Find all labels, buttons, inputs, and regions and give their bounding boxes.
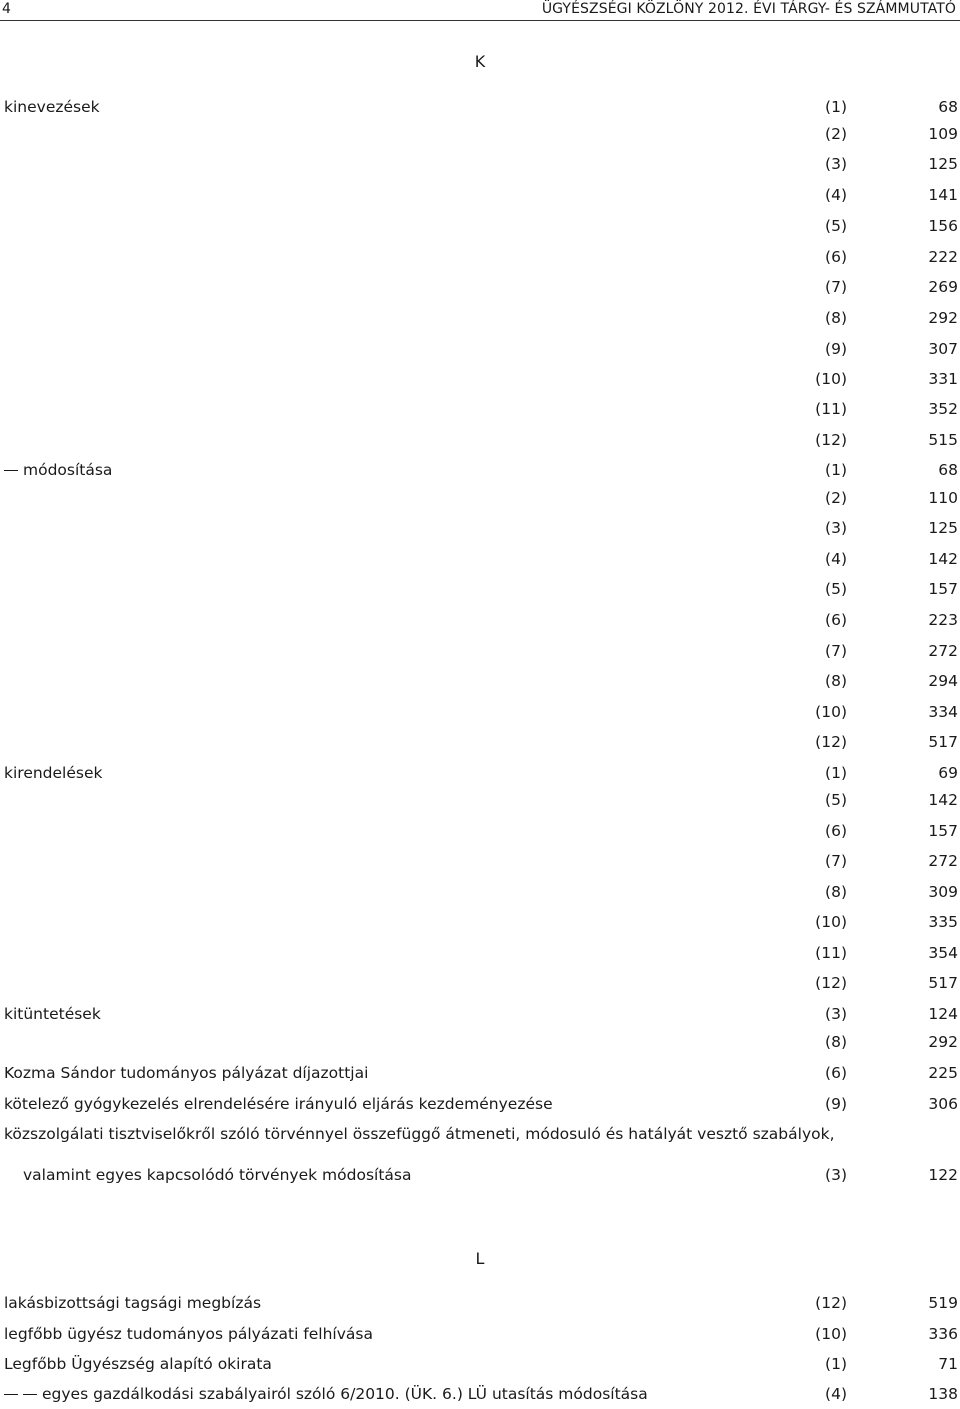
index-entry xyxy=(0,340,960,364)
issue-number: (12) xyxy=(815,974,847,992)
page-reference: 125 xyxy=(928,155,958,173)
issue-number: (3) xyxy=(825,155,847,173)
page-reference: 109 xyxy=(928,125,958,143)
page-reference: 122 xyxy=(928,1166,958,1184)
index-entry xyxy=(0,98,960,122)
issue-number: (7) xyxy=(825,278,847,296)
index-entry xyxy=(0,248,960,272)
index-entry xyxy=(0,186,960,210)
entry-subterm: egyes gazdálkodási szabályairól szóló 6/2010. (ÜK. 6.) LÜ utasítás módosítása xyxy=(42,1385,648,1403)
page-reference: 223 xyxy=(928,611,958,629)
page-reference: 157 xyxy=(928,822,958,840)
index-entry xyxy=(0,278,960,302)
page-reference: 142 xyxy=(928,550,958,568)
issue-number: (9) xyxy=(825,1095,847,1113)
issue-number: (3) xyxy=(825,519,847,537)
running-title: ÜGYÉSZSÉGI KÖZLÖNY 2012. ÉVI TÁRGY- ÉS SZÁMMUTATÓ xyxy=(541,1,956,17)
entry-term: legfőbb ügyész tudományos pályázati felhívása xyxy=(4,1325,373,1343)
index-entry xyxy=(0,822,960,846)
page-reference: 68 xyxy=(938,98,958,116)
page-reference: 336 xyxy=(928,1325,958,1343)
page-reference: 307 xyxy=(928,340,958,358)
page-reference: 69 xyxy=(938,764,958,782)
page-reference: 157 xyxy=(928,580,958,598)
page-reference: 272 xyxy=(928,642,958,660)
issue-number: (7) xyxy=(825,642,847,660)
issue-number: (5) xyxy=(825,791,847,809)
entry-term: kinevezések xyxy=(4,98,100,116)
issue-number: (8) xyxy=(825,672,847,690)
page-reference: 292 xyxy=(928,1033,958,1051)
index-entry xyxy=(0,550,960,574)
index-entry xyxy=(0,1005,960,1029)
issue-number: (10) xyxy=(815,370,847,388)
index-entry xyxy=(0,1325,960,1349)
issue-number: (5) xyxy=(825,217,847,235)
index-entry xyxy=(0,217,960,241)
section-letter-l: L xyxy=(475,1249,485,1268)
issue-number: (1) xyxy=(825,1355,847,1373)
page-reference: 354 xyxy=(928,944,958,962)
page-reference: 156 xyxy=(928,217,958,235)
entry-subterm: módosítása xyxy=(23,461,113,479)
issue-number: (6) xyxy=(825,248,847,266)
page-number: 4 xyxy=(2,1,11,17)
issue-number: (1) xyxy=(825,461,847,479)
index-entry xyxy=(0,400,960,424)
issue-number: (9) xyxy=(825,340,847,358)
issue-number: (11) xyxy=(815,400,847,418)
index-entry xyxy=(0,1033,960,1057)
entry-term xyxy=(4,1385,648,1403)
index-entry xyxy=(0,642,960,666)
entry-term: közszolgálati tisztviselőkről szóló törvénnyel összefüggő átmeneti, módosuló és hatályát vesztő szabályok, xyxy=(4,1125,835,1143)
issue-number: (4) xyxy=(825,550,847,568)
issue-number: (5) xyxy=(825,580,847,598)
issue-number: (8) xyxy=(825,883,847,901)
page-reference: 352 xyxy=(928,400,958,418)
index-entry xyxy=(0,1166,960,1190)
issue-number: (11) xyxy=(815,944,847,962)
page-reference: 225 xyxy=(928,1064,958,1082)
page-reference: 334 xyxy=(928,703,958,721)
index-entry xyxy=(0,672,960,696)
issue-number: (12) xyxy=(815,1294,847,1312)
index-entry xyxy=(0,944,960,968)
page-reference: 71 xyxy=(938,1355,958,1373)
index-entry xyxy=(0,1355,960,1379)
page-reference: 125 xyxy=(928,519,958,537)
index-entry xyxy=(0,974,960,998)
issue-number: (2) xyxy=(825,125,847,143)
index-entry xyxy=(0,791,960,815)
index-entry xyxy=(0,519,960,543)
index-entry xyxy=(0,1385,960,1409)
entry-term-continuation: valamint egyes kapcsolódó törvények módosítása xyxy=(23,1166,412,1184)
page-reference: 309 xyxy=(928,883,958,901)
page-reference: 517 xyxy=(928,733,958,751)
issue-number: (1) xyxy=(825,98,847,116)
index-entry xyxy=(0,1064,960,1088)
index-entry xyxy=(0,764,960,788)
index-entry xyxy=(0,913,960,937)
issue-number: (12) xyxy=(815,733,847,751)
page-reference: 294 xyxy=(928,672,958,690)
dash-marker xyxy=(4,470,18,471)
index-entry xyxy=(0,852,960,876)
page-reference: 110 xyxy=(928,489,958,507)
index-entry xyxy=(0,489,960,513)
page-reference: 272 xyxy=(928,852,958,870)
issue-number: (6) xyxy=(825,611,847,629)
page-reference: 269 xyxy=(928,278,958,296)
index-entry xyxy=(0,461,960,485)
page-reference: 141 xyxy=(928,186,958,204)
entry-term: Legfőbb Ügyészség alapító okirata xyxy=(4,1355,272,1373)
index-entry xyxy=(0,1294,960,1318)
issue-number: (6) xyxy=(825,822,847,840)
index-entry xyxy=(0,1095,960,1119)
entry-term: Kozma Sándor tudományos pályázat díjazottjai xyxy=(4,1064,369,1082)
page-reference: 335 xyxy=(928,913,958,931)
entry-term xyxy=(4,461,112,479)
index-entry xyxy=(0,1125,960,1149)
issue-number: (2) xyxy=(825,489,847,507)
issue-number: (8) xyxy=(825,1033,847,1051)
index-entry xyxy=(0,580,960,604)
issue-number: (4) xyxy=(825,186,847,204)
page-reference: 331 xyxy=(928,370,958,388)
page-reference: 68 xyxy=(938,461,958,479)
index-entry xyxy=(0,370,960,394)
index-entry xyxy=(0,883,960,907)
entry-term: kirendelések xyxy=(4,764,103,782)
issue-number: (1) xyxy=(825,764,847,782)
index-entry xyxy=(0,309,960,333)
index-entry xyxy=(0,733,960,757)
header-rule xyxy=(0,20,960,21)
issue-number: (3) xyxy=(825,1166,847,1184)
issue-number: (10) xyxy=(815,703,847,721)
issue-number: (10) xyxy=(815,1325,847,1343)
page-reference: 124 xyxy=(928,1005,958,1023)
issue-number: (6) xyxy=(825,1064,847,1082)
entry-term: kötelező gyógykezelés elrendelésére irányuló eljárás kezdeményezése xyxy=(4,1095,553,1113)
index-entry xyxy=(0,155,960,179)
issue-number: (3) xyxy=(825,1005,847,1023)
issue-number: (8) xyxy=(825,309,847,327)
page-reference: 517 xyxy=(928,974,958,992)
page-reference: 306 xyxy=(928,1095,958,1113)
index-entry xyxy=(0,125,960,149)
page-reference: 222 xyxy=(928,248,958,266)
issue-number: (12) xyxy=(815,431,847,449)
page-header xyxy=(0,0,960,22)
section-letter-k: K xyxy=(474,52,486,71)
index-entry xyxy=(0,611,960,635)
page-reference: 519 xyxy=(928,1294,958,1312)
issue-number: (10) xyxy=(815,913,847,931)
page-reference: 138 xyxy=(928,1385,958,1403)
page-reference: 292 xyxy=(928,309,958,327)
page-reference: 515 xyxy=(928,431,958,449)
entry-term: kitüntetések xyxy=(4,1005,101,1023)
index-entry xyxy=(0,431,960,455)
page-reference: 142 xyxy=(928,791,958,809)
dash-marker xyxy=(4,1394,18,1395)
index-entry xyxy=(0,703,960,727)
dash-marker xyxy=(23,1394,37,1395)
issue-number: (4) xyxy=(825,1385,847,1403)
issue-number: (7) xyxy=(825,852,847,870)
entry-term: lakásbizottsági tagsági megbízás xyxy=(4,1294,262,1312)
